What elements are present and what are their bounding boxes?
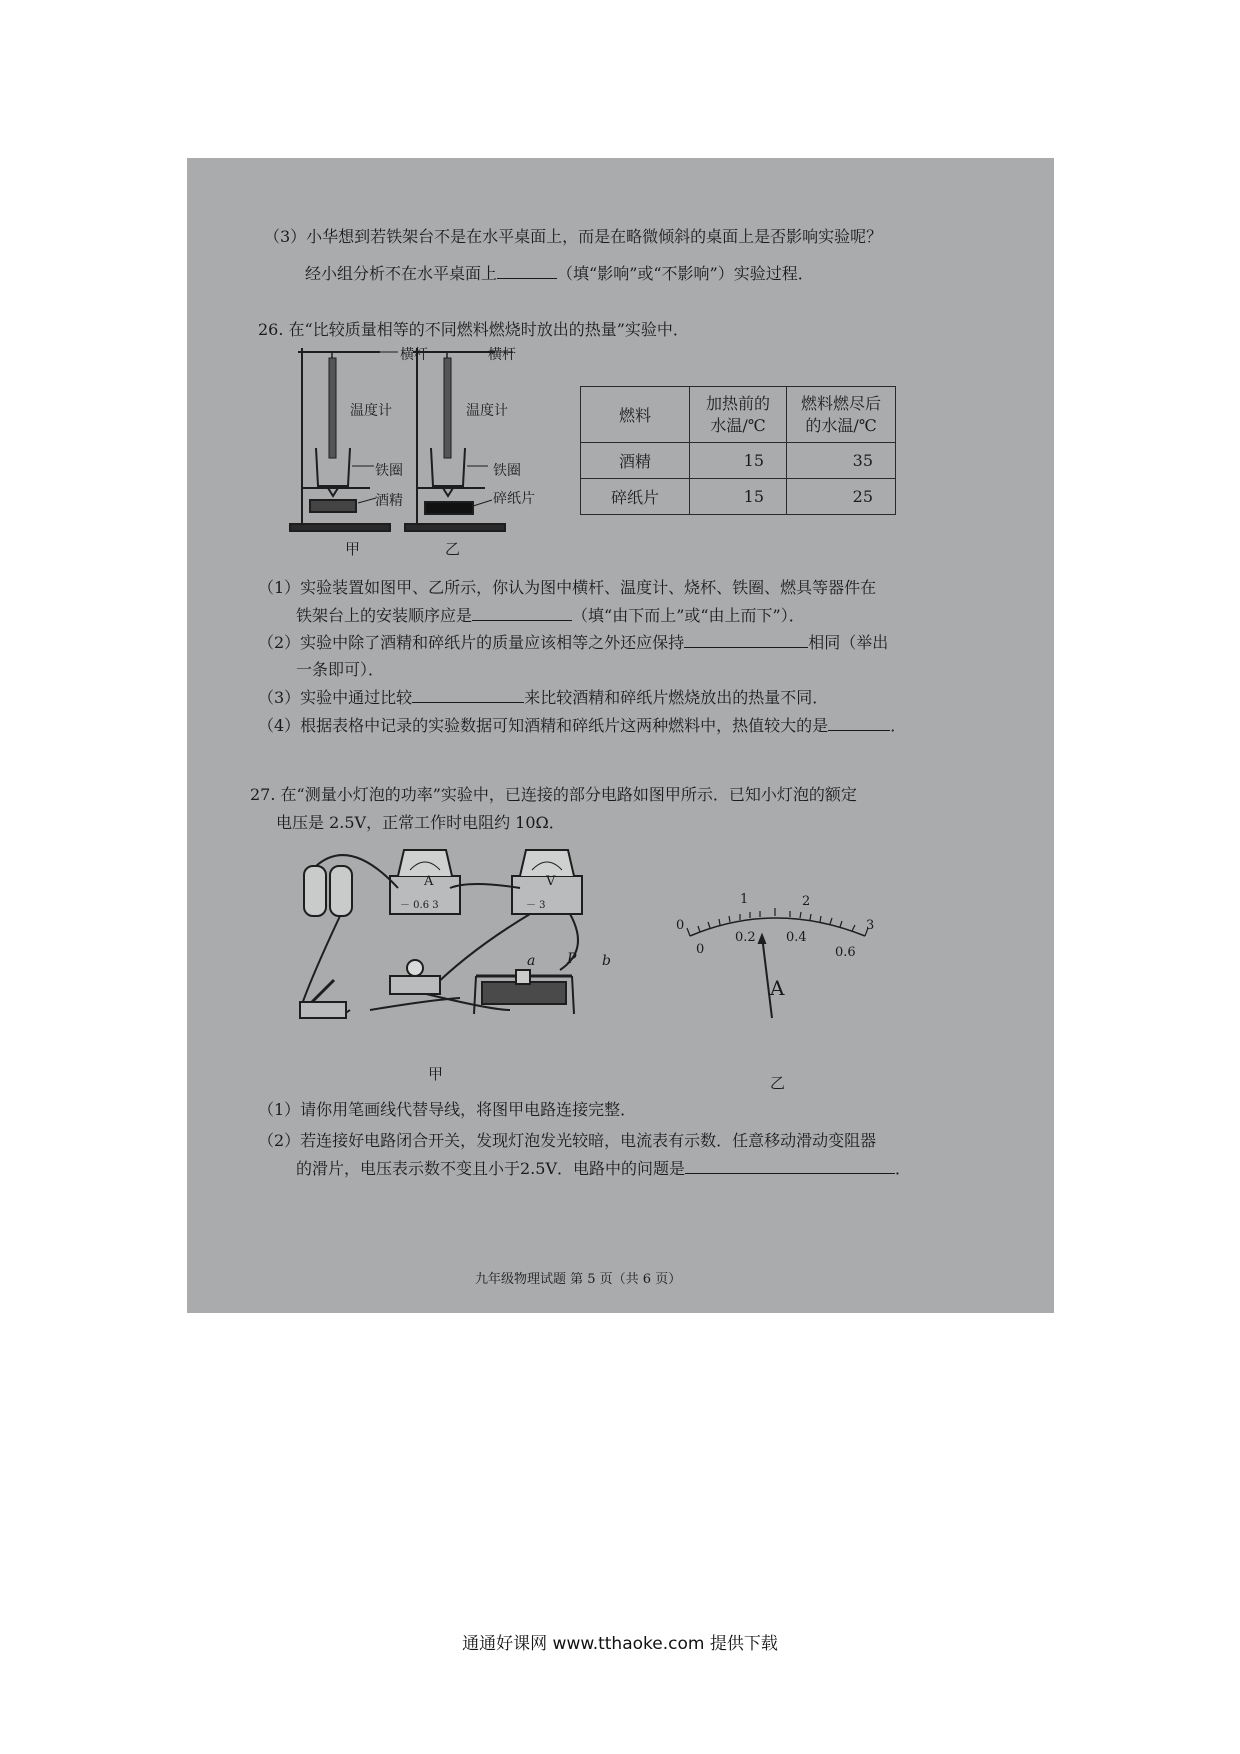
label-ring: 铁圈 (375, 463, 403, 479)
label-thermometer: 温度计 (466, 403, 508, 419)
answer-blank[interactable] (685, 1159, 895, 1174)
scale-top-0: 0 (676, 918, 685, 933)
table-header: 燃料燃尽后 的水温/℃ (787, 387, 896, 443)
voltmeter-letter: V (546, 874, 556, 889)
ammeter-letter: A (424, 874, 434, 889)
fuel-data-table (580, 386, 896, 515)
scale-top-2: 2 (802, 894, 811, 909)
q26-p3: （3）实验中通过比较 来比较酒精和碎纸片燃烧放出的热量不同． (258, 688, 829, 707)
figure-label-yi: 乙 (770, 1074, 786, 1092)
scale-bottom-0.2: 0.2 (735, 930, 756, 945)
ammeter-terminals: － 0.6 3 (400, 900, 439, 911)
rheostat-label-b: b (602, 953, 611, 969)
voltmeter-terminals: － 3 (526, 900, 546, 911)
table-row: 酒精 15 35 (581, 443, 896, 479)
burner-apparatus-diagram (280, 338, 580, 558)
ammeter-scale-diagram (660, 888, 890, 1038)
q26-p2-line2: 一条即可）． (296, 660, 385, 679)
scale-bottom-0.6: 0.6 (835, 945, 856, 960)
meter-unit-label: A (770, 976, 785, 1000)
q27-title-line2: 电压是 2.5V，正常工作时电阻约 10Ω． (276, 813, 565, 832)
answer-blank[interactable] (828, 716, 890, 731)
table-header: 燃料 (581, 387, 690, 443)
q26-p1-line2: 铁架台上的安装顺序应是 （填“由下而上”或“由上而下”）． (296, 606, 805, 625)
q27-p1: （1）请你用笔画线代替导线，将图甲电路连接完整． (258, 1100, 637, 1119)
q25-part3-line2: 经小组分析不在水平桌面上 （填“影响”或“不影响”）实验过程． (305, 264, 814, 283)
page-footer: 九年级物理试题 第 5 页（共 6 页） (475, 1272, 682, 1287)
q26-title: 26. 在“比较质量相等的不同燃料燃烧时放出的热量”实验中． (258, 320, 689, 339)
scale-bottom-0.4: 0.4 (786, 930, 807, 945)
q27-p2-line1: （2）若连接好电路闭合开关，发现灯泡发光较暗，电流表有示数．任意移动滑动变阻器 (258, 1131, 877, 1150)
scale-top-3: 3 (866, 918, 875, 933)
figure-label-jia: 甲 (428, 1065, 444, 1083)
table-header: 加热前的 水温/℃ (690, 387, 787, 443)
figure-label-jia: 甲 (345, 540, 361, 558)
q27-p2-line2: 的滑片，电压表示数不变且小于2.5V．电路中的问题是 ． (296, 1159, 912, 1178)
rheostat-label-p: P (567, 951, 577, 967)
label-paper: 碎纸片 (493, 491, 535, 507)
label-thermometer: 温度计 (350, 403, 392, 419)
q27-title: 27. 在“测量小灯泡的功率”实验中，已连接的部分电路如图甲所示．已知小灯泡的额定 (250, 785, 857, 804)
scale-top-1: 1 (740, 892, 749, 907)
rheostat-label-a: a (527, 953, 536, 969)
q26-p4: （4）根据表格中记录的实验数据可知酒精和碎纸片这两种燃料中，热值较大的是 ． (258, 716, 907, 735)
site-footer: 通通好课网 www.tthaoke.com 提供下载 (462, 1634, 778, 1654)
label-alcohol: 酒精 (375, 493, 403, 509)
answer-blank[interactable] (412, 688, 524, 703)
table-row: 碎纸片 15 25 (581, 479, 896, 515)
figure-label-yi: 乙 (445, 540, 461, 558)
q26-p1-line1: （1）实验装置如图甲、乙所示，你认为图中横杆、温度计、烧杯、铁圈、燃具等器件在 (258, 578, 877, 597)
q25-part3-line1: （3）小华想到若铁架台不是在水平桌面上，而是在略微倾斜的桌面上是否影响实验呢？ (264, 227, 883, 246)
q26-p2-line1: （2）实验中除了酒精和碎纸片的质量应该相等之外还应保持 相同（举出 (258, 633, 889, 652)
circuit-diagram (290, 840, 630, 1050)
label-crossbar: 横杆 (400, 347, 428, 363)
answer-blank[interactable] (684, 633, 808, 648)
answer-blank[interactable] (497, 264, 557, 279)
label-crossbar: 横杆 (488, 347, 516, 363)
label-ring: 铁圈 (493, 463, 521, 479)
answer-blank[interactable] (472, 606, 572, 621)
scale-bottom-0: 0 (696, 942, 705, 957)
